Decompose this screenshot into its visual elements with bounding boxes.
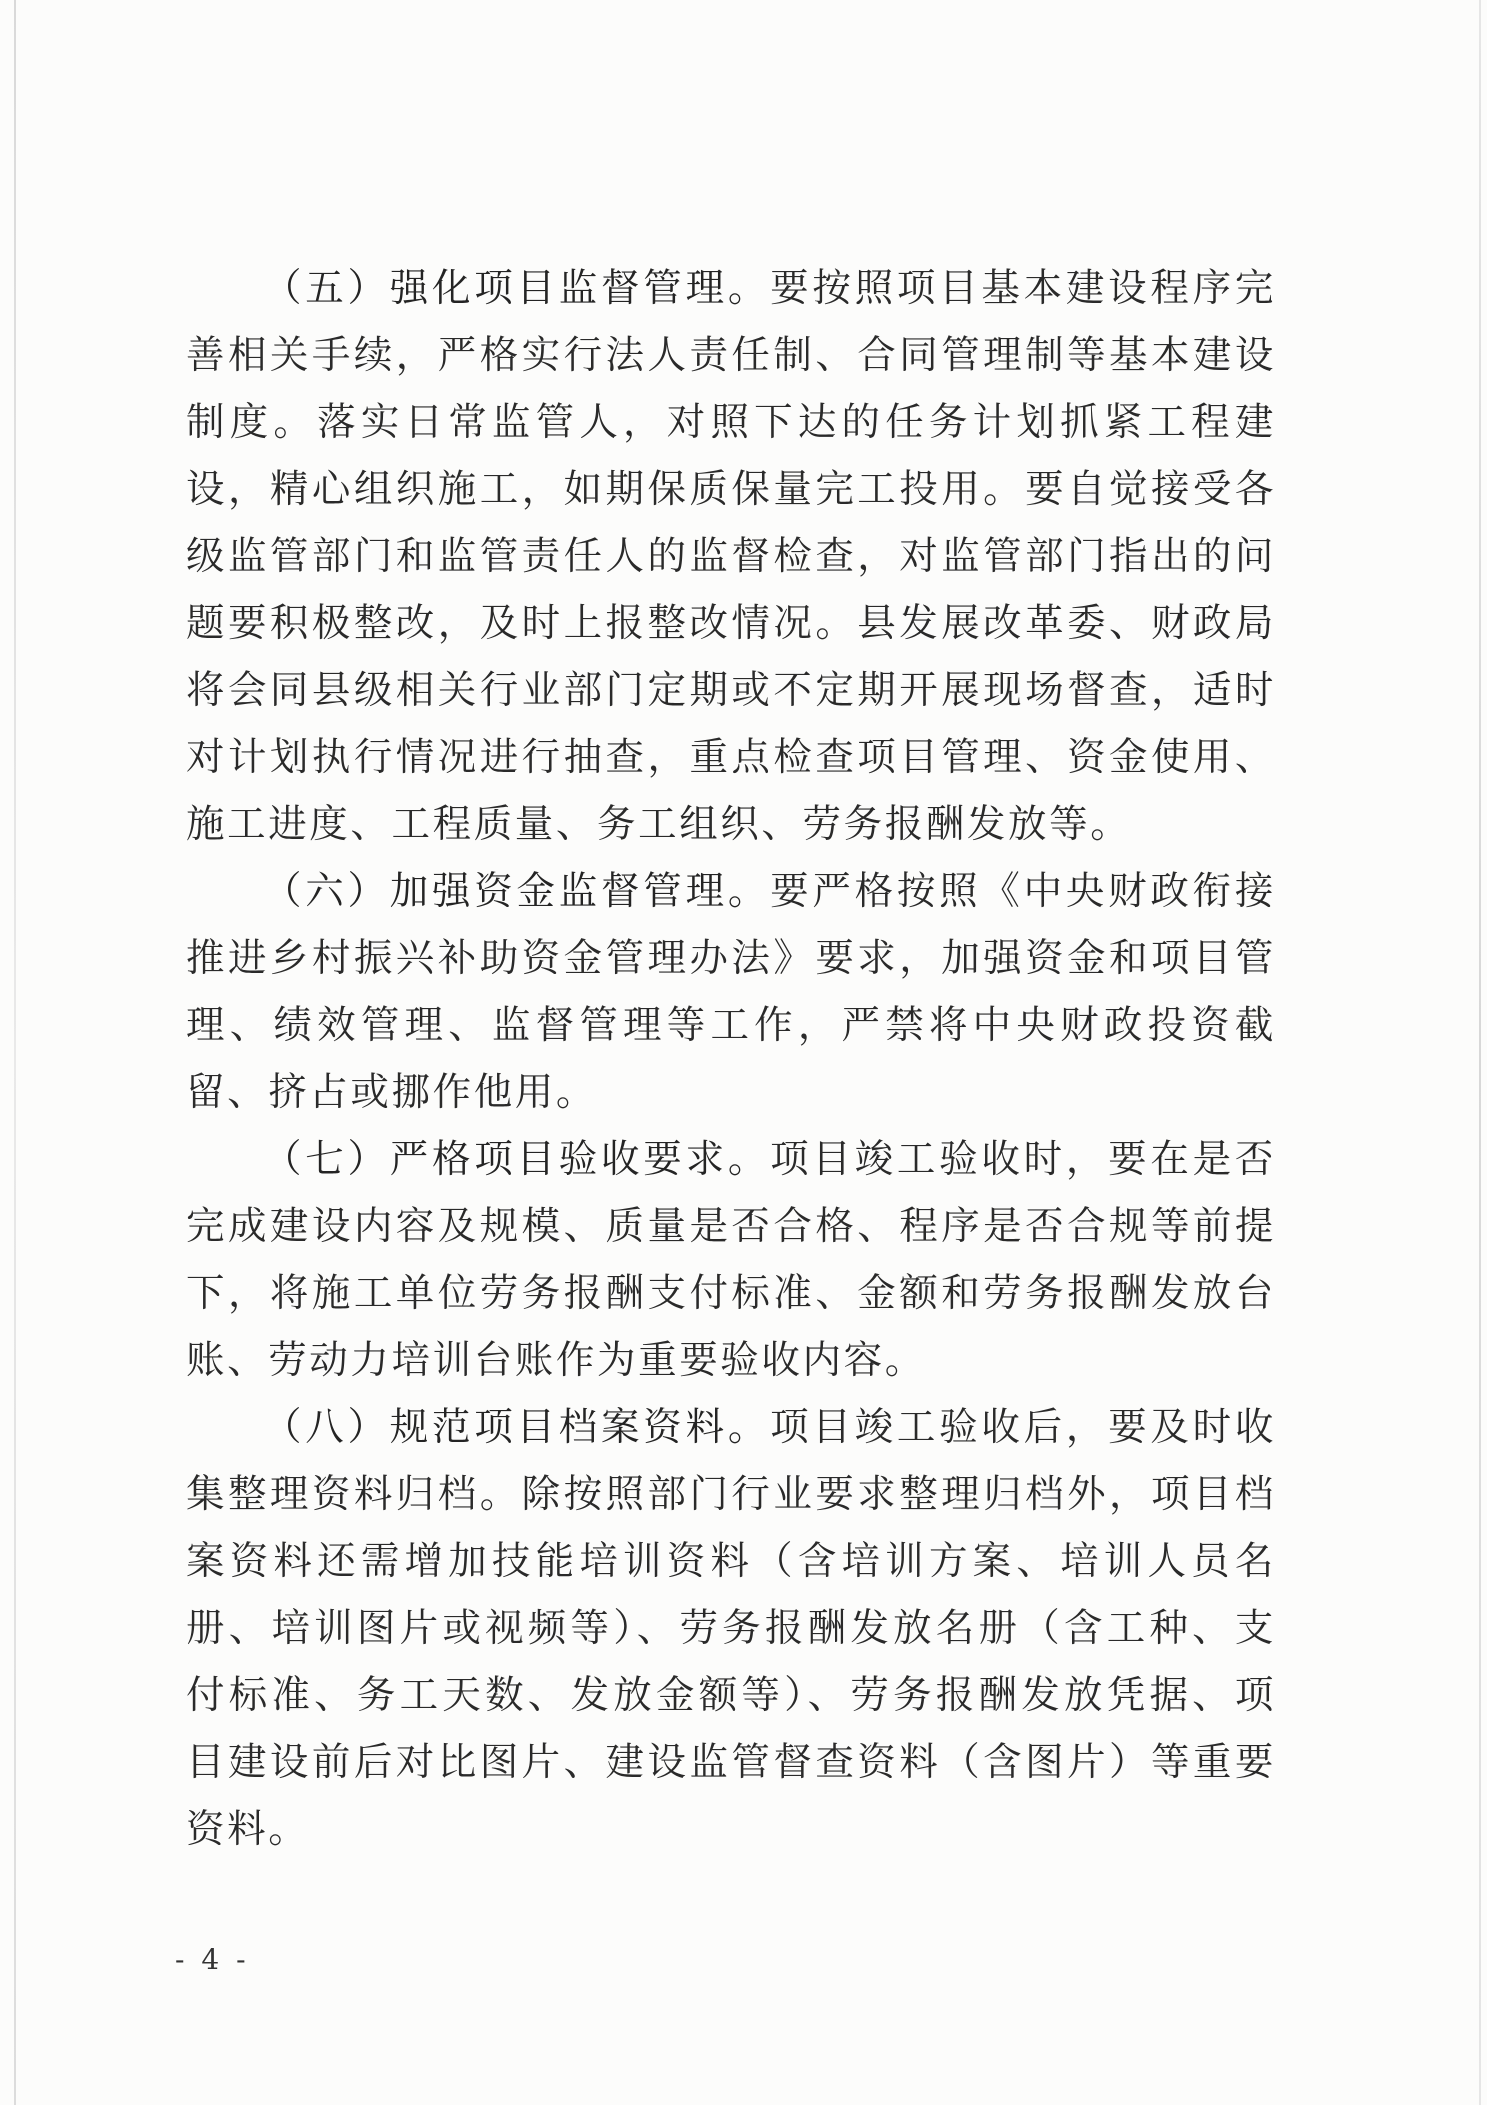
document-body: [186, 255, 1276, 1863]
paragraph-heading: （七）严格项目验收要求。: [263, 1137, 771, 1182]
paragraph-body: 要按照项目基本建设程序完善相关手续，严格实行法人责任制、合同管理制等基本建设制度。落实日常监管人，对照下达的任务计划抓紧工程建设，精心组织施工，如期保质保量完工投用。要自觉接受各级监管部门和监管责任人的监督检查，对监管部门指出的问题要积极整改，及时上报整改情况。县发展改革委、财政局将会同县级相关行业部门定期或不定期开展现场督查，适时对计划执行情况进行抽查，重点检查项目管理、资金使用、施工进度、工程质量、务工组织、劳务报酬发放等。: [186, 266, 1276, 847]
paragraph-heading: （五）强化项目监督管理。: [263, 266, 771, 311]
paragraph-body: 项目竣工验收时，要在是否完成建设内容及规模、质量是否合格、程序是否合规等前提下，将施工单位劳务报酬支付标准、金额和劳务报酬发放台账、劳动力培训台账作为重要验收内容。: [186, 1137, 1276, 1383]
paragraph-heading: （六）加强资金监督管理。: [263, 869, 771, 914]
scan-edge-left: [14, 0, 16, 2105]
paragraph-heading: （八）规范项目档案资料。: [263, 1405, 771, 1450]
paragraph-archive-materials: [186, 1394, 1276, 1863]
paragraph-body: 项目竣工验收后，要及时收集整理资料归档。除按照部门行业要求整理归档外，项目档案资料还需增加技能培训资料（含培训方案、培训人员名册、培训图片或视频等）、劳务报酬发放名册（含工种、支付标准、务工天数、发放金额等）、劳务报酬发放凭据、项目建设前后对比图片、建设监管督查资料（含图片）等重要资料。: [186, 1405, 1276, 1852]
paragraph-body: 要严格按照《中央财政衔接推进乡村振兴补助资金管理办法》要求，加强资金和项目管理、绩效管理、监督管理等工作，严禁将中央财政投资截留、挤占或挪作他用。: [186, 869, 1276, 1115]
scan-edge-right: [1479, 0, 1481, 2105]
paragraph-fund-supervision: [186, 858, 1276, 1126]
page-number: - 4 -: [175, 1943, 250, 1976]
paragraph-project-supervision: [186, 255, 1276, 858]
paragraph-acceptance-requirements: [186, 1126, 1276, 1394]
